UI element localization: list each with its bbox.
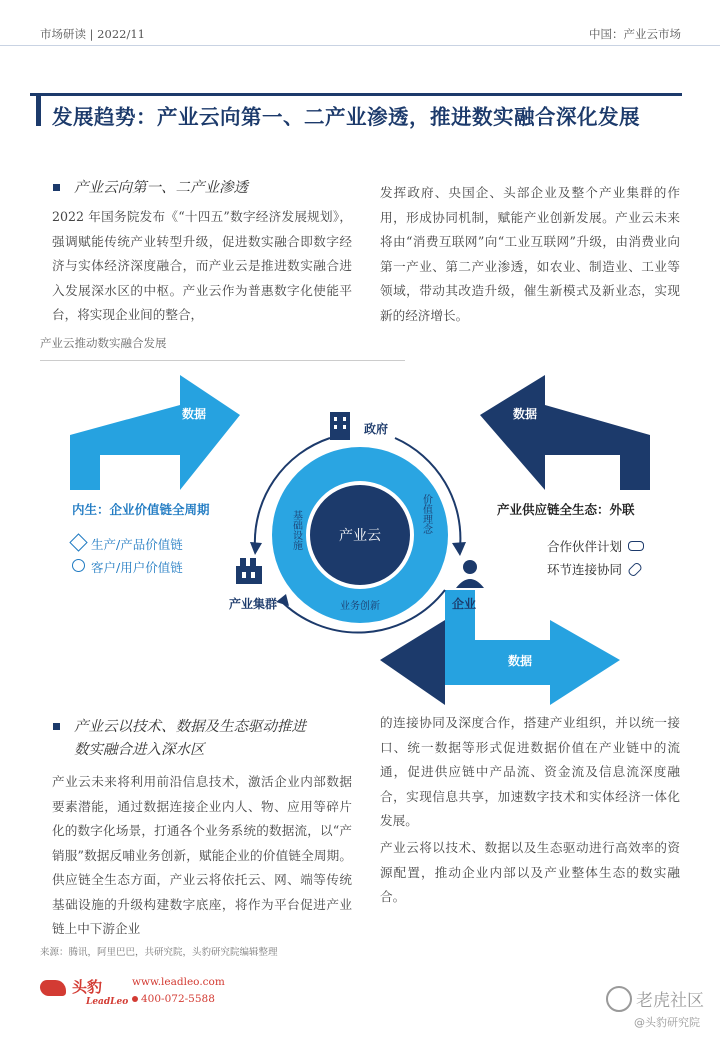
person-icon: [456, 560, 484, 588]
diagram-caption: 产业云推动数实融合发展: [40, 336, 167, 350]
left-item-2: 客户/用户价值链: [72, 558, 183, 576]
arrow-top-right: [480, 375, 650, 490]
section2-para-left: 产业云未来将利用前沿信息技术，激活企业内部数据要素潜能，通过数据连接企业内人、物、应用等碎片化的数字化场景，打通各个业务系统的数据流，以“产销服”数据反哺业务创新，赋能企业的价值链全周期。供应链全生态方面，产业云将依托云、网、端等传统基础设施的升级构建数字底座，将作为平台促进产业链上中下游企业: [52, 774, 352, 936]
building-icon: [330, 412, 350, 440]
ring-label-left: 基础设施: [290, 510, 302, 550]
watermark-title: 老虎社区: [636, 991, 704, 1011]
ring-label-right: 价值理念: [420, 494, 432, 534]
right-title: 产业供应链全生态：外联: [497, 502, 635, 517]
arrow-top-right-label: 数据: [513, 407, 538, 421]
community-logo-icon: [606, 986, 632, 1012]
arrow-top-left: [70, 375, 240, 490]
footer-url[interactable]: www.leadleo.com: [132, 976, 225, 988]
node-enterprise: 企业: [452, 597, 477, 611]
arrow-bottom-left-label: 数据: [180, 654, 205, 668]
footer-phone: 400-072-5588: [132, 993, 215, 1005]
section2-bullet: [53, 723, 60, 730]
link-icon: [627, 561, 643, 577]
section1-bullet: [53, 184, 60, 191]
section2-heading-line1: 产业云以技术、数据及生态驱动推进: [74, 719, 306, 735]
leopard-icon: [40, 980, 66, 996]
left-title: 内生：企业价值链全周期: [72, 502, 210, 517]
center-label: 产业云: [339, 528, 381, 544]
users-icon: [72, 559, 85, 572]
section1-para-left: 2022 年国务院发布《“十四五”数字经济发展规划》，强调赋能传统产业转型升级，促进数实融合即数字经济与实体经济深度融合，而产业云是推进数实融合进入发展深水区的中枢。产业云作为普惠数字化使能平台，将实现企业间的整合，: [52, 209, 352, 322]
ring-label-bottom: 业务创新: [340, 601, 380, 612]
title-marker: [36, 96, 41, 126]
right-item-2: 环节连接协同: [547, 560, 642, 578]
phone-icon: [132, 996, 138, 1002]
cube-icon: [69, 533, 87, 551]
footer-logo[interactable]: 头豹: [40, 976, 102, 997]
section2-para-right2: 产业云将以技术、数据以及生态驱动进行高效率的资源配置，推动企业内部以及产业整体生态的数实融合。: [380, 840, 680, 904]
factory-icon: [236, 558, 262, 584]
footer-logo-sub: LeadLeo: [86, 997, 129, 1007]
left-item-1: 生产/产品价值链: [72, 535, 183, 553]
section1-para-right: 发挥政府、央国企、头部企业及整个产业集群的作用，形成协同机制，赋能产业创新发展。产业云未来将由“消费互联网”向“工业互联网”升级，由消费业向第一产业、第二产业渗透，如农业、制造业、工业等领域，带动其改造升级，催生新模式及新业态，实现新的经济增长。: [380, 185, 680, 323]
header-divider: [0, 45, 720, 46]
section2-para-right1: 的连接协同及深度合作，搭建产业组织，并以统一接口、统一数据等形式促进数据价值在产业链中的流通，促进供应链中产品流、资金流及信息流深度融合，实现信息共享，加速数字技术和实体经济一体化发展。: [380, 715, 680, 828]
header-left: 市场研读 | 2022/11: [40, 27, 145, 41]
source-note: 来源：腾讯，阿里巴巴，共研究院，头豹研究院编辑整理: [40, 947, 278, 958]
header-right: 中国：产业云市场: [589, 27, 681, 41]
node-government: 政府: [364, 422, 389, 436]
section1-heading: 产业云向第一、二产业渗透: [74, 180, 248, 196]
arrow-top-left-label: 数据: [182, 407, 207, 421]
node-cluster: 产业集群: [229, 597, 278, 611]
right-item-1: 合作伙伴计划: [547, 537, 644, 555]
arrow-bottom-right-label: 数据: [508, 654, 533, 668]
page-title: 发展趋势：产业云向第一、二产业渗透，推进数实融合深化发展: [52, 105, 640, 129]
handshake-icon: [628, 541, 644, 551]
section2-heading-line2: 数实融合进入深水区: [74, 742, 205, 758]
watermark-sub: @头豹研究院: [634, 1016, 700, 1029]
